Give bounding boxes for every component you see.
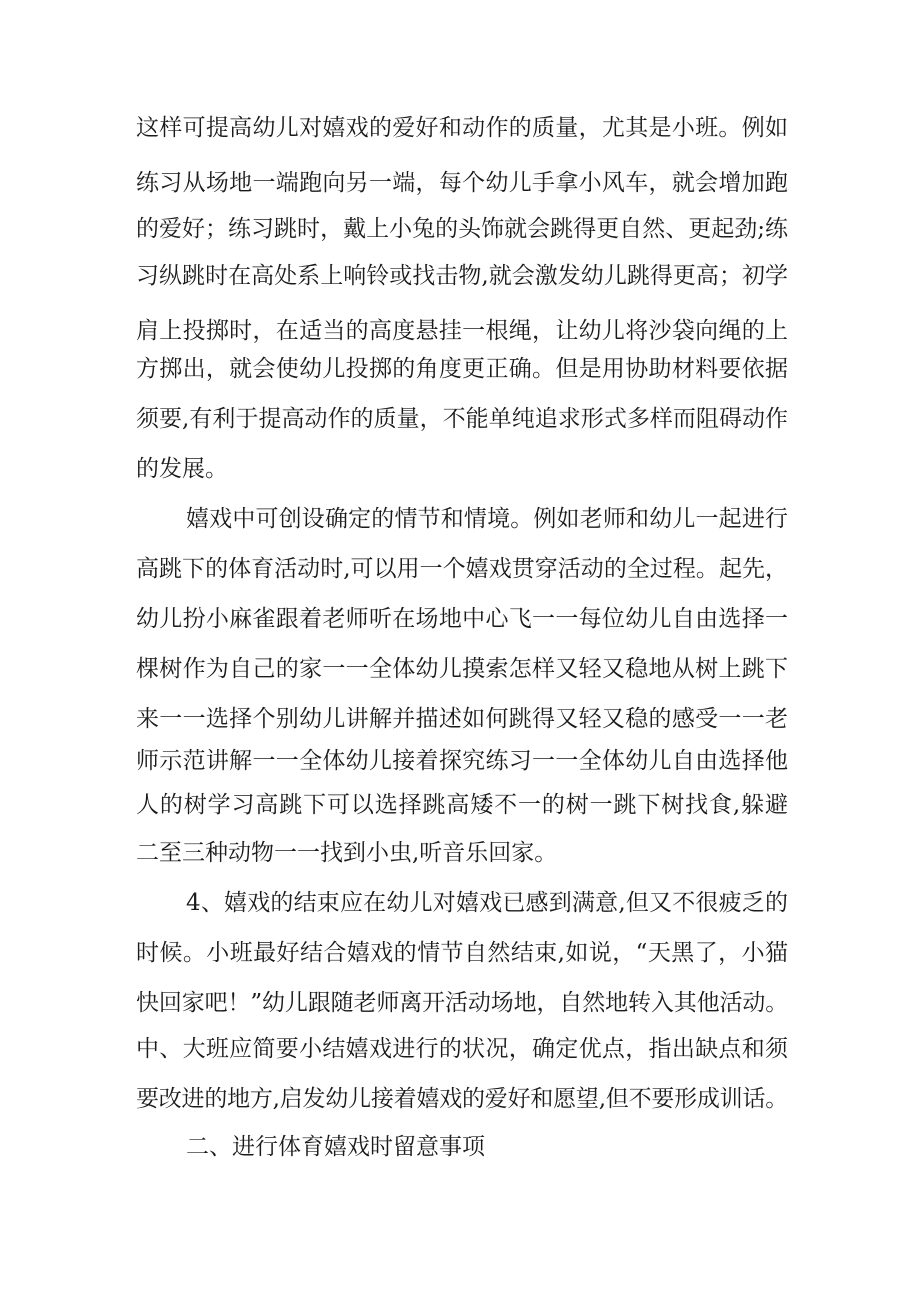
paragraph-line: 练习从场地一端跑向另一端，每个幼儿手拿小风车，就会增加跑 [136, 170, 788, 196]
paragraph-line: 要改进的地方,启发幼儿接着嬉戏的爱好和愿望,但不要形成训话。 [136, 1086, 788, 1112]
paragraph-line: 二至三种动物一一找到小虫,听音乐回家。 [136, 840, 558, 866]
paragraph-line: 这样可提高幼儿对嬉戏的爱好和动作的质量，尤其是小班。例如 [136, 115, 788, 141]
paragraph-line: 高跳下的体育活动时,可以用一个嬉戏贯穿活动的全过程。起先， [136, 556, 788, 582]
paragraph-line: 的爱好；练习跳时，戴上小兔的头饰就会跳得更自然、更起劲;练 [136, 216, 788, 242]
paragraph-line: 来一一选择个别幼儿讲解并描述如何跳得又轻又稳的感受一一老 [136, 706, 788, 732]
paragraph-line: 师示范讲解一一全体幼儿接着探究练习一一全体幼儿自由选择他 [136, 748, 788, 774]
paragraph-line: 快回家吧！”幼儿跟随老师离开活动场地，自然地转入其他活动。 [136, 990, 788, 1016]
section-heading: 二、进行体育嬉戏时留意事项 [186, 1134, 485, 1160]
paragraph-line: 嬉戏中可创设确定的情节和情境。例如老师和幼儿一起进行 [186, 506, 788, 532]
paragraph-line: 习纵跳时在高处系上响铃或找击物,就会激发幼儿跳得更高；初学 [136, 263, 788, 289]
paragraph-line: 方掷出，就会使幼儿投掷的角度更正确。但是用协助材料要依据 [136, 356, 788, 382]
paragraph-line: 中、大班应简要小结嬉戏进行的状况，确定优点，指出缺点和须 [136, 1036, 788, 1062]
paragraph-line: 的发展。 [136, 456, 228, 482]
paragraph-line: 幼儿扮小麻雀跟着老师听在场地中心飞一一每位幼儿自由选择一 [136, 606, 788, 632]
paragraph-line: 肩上投掷时，在适当的高度悬挂一根绳，让幼儿将沙袋向绳的上 [136, 318, 788, 344]
paragraph-line: 4、嬉戏的结束应在幼儿对嬉戏已感到满意,但又不很疲乏的 [186, 890, 788, 916]
paragraph-line: 人的树学习高跳下可以选择跳高矮不一的树一跳下树找食,躲避 [136, 792, 788, 818]
paragraph-line: 棵树作为自己的家一一全体幼儿摸索怎样又轻又稳地从树上跳下 [136, 656, 788, 682]
paragraph-line: 须要,有利于提高动作的质量，不能单纯追求形式多样而阻碍动作 [136, 406, 788, 432]
paragraph-line: 时候。小班最好结合嬉戏的情节自然结束,如说，“天黑了，小猫 [136, 940, 788, 966]
